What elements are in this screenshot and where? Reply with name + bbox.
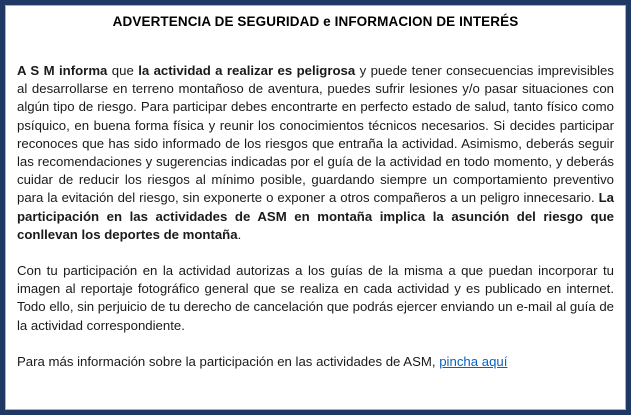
text-run: la actividad a realizar es peligrosa bbox=[138, 63, 356, 78]
text-run: que bbox=[107, 63, 139, 78]
text-run: A S M informa bbox=[17, 63, 108, 78]
text-run: Con tu participación en la actividad autorizas a los guías de la misma a que puedan incorporar tu imagen al reportaje fotográfico general que se realiza en cada actividad y es publicado en internet. Todo ello, sin perjuicio de tu derecho de cancelación que podrás ejercer enviando un e-mail al guía de la actividad correspondiente. bbox=[17, 263, 614, 333]
text-run: Para más información sobre la participación en las actividades de ASM, bbox=[17, 353, 440, 369]
pincha-aqui-link[interactable]: pincha aquí bbox=[439, 353, 508, 369]
text-run: . bbox=[237, 226, 242, 242]
paragraph-photo-consent bbox=[17, 262, 614, 335]
document-body bbox=[17, 62, 614, 371]
title-spacer bbox=[17, 31, 614, 62]
paragraph-more-info bbox=[17, 353, 614, 371]
document-title: ADVERTENCIA DE SEGURIDAD e INFORMACION DE INTERÉS bbox=[112, 14, 519, 29]
text-run: La participación en las actividades de ASM en montaña implica la asunción del riesgo que conllevan los deportes de montaña bbox=[17, 190, 614, 242]
text-run: y puede tener consecuencias imprevisibles al desarrollarse en terreno montañoso de aventura, puedes sufrir lesiones y/o pasar situaciones con algún tipo de riesgo. Para participar debes encontrarte en perfecto estado de salud, tanto físico como psíquico, en buena forma física y reunir los conocimientos técnicos necesarios. Si decides participar reconoces que has sido informado de los riesgos que entraña la actividad. Asimismo, deberás seguir las recomendaciones y sugerencias indicadas por el guía de la actividad en todo momento, y deberás cuidar de reducir los riesgos al mínimo posible, guardando siempre un comportamiento preventivo para la evitación del riesgo, sin exponerte o exponer a otros compañeros a un peligro innecesario. bbox=[17, 63, 614, 206]
paragraph-risk-warning bbox=[17, 62, 614, 244]
